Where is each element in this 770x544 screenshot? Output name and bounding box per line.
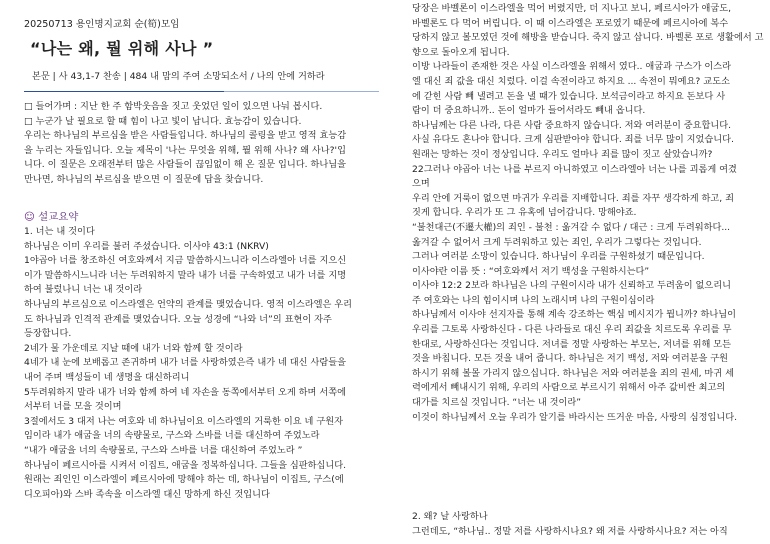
intro-line: 을 누리는 자들입니다. 오늘 제목이 '나는 무엇을 위해, 뭘 위해 사나? 왜 사나?'입 — [24, 144, 346, 156]
body-line: 하나님께서 이사야 선지자를 통해 계속 강조하는 핵심 메시지가 뭡니까? 하나님이 — [412, 309, 737, 321]
body-line: 하나님이 페르시아를 시켜서 이집트, 애굽을 정복하십니다. 그들을 심판하십니다. — [24, 459, 347, 471]
body-line: 주 여호와는 나의 힘이시며 나의 노래시며 나의 구원이심이라 — [412, 294, 655, 306]
body-line: 것을 바칩니다. 모든 것을 내어 줍니다. 하나님은 저기 백성, 저와 여러분을 구원 — [412, 353, 729, 365]
summary-title: 설교요약 — [38, 211, 79, 223]
intro-section — [24, 100, 346, 188]
body-line: 5두려워하지 말라 내가 너와 함께 하여 네 자손을 동쪽에서부터 오게 하며 서쪽에 — [24, 386, 346, 398]
body-line: 하여 불렀나니 너는 내 것이라 — [24, 284, 143, 296]
body-line: 도 하나님과 인격적 관계를 맺었습니다. 오늘 성경에 “나와 너”의 표현이 자주 — [24, 313, 332, 325]
intro-line: 만나면, 하나님의 부르심을 받으면 이 질문에 답을 찾습니다. — [24, 173, 264, 185]
body-line: 이사야 12:2 2보라 하나님은 나의 구원이시라 내가 신뢰하고 두려움이 없으리니 — [412, 280, 732, 292]
body-line: “불천대근(不遷大權)의 죄인 - 불천 : 옮겨갈 수 없다 / 대근 : 크게 두려워하다... — [412, 221, 731, 233]
body-line: 으며 — [412, 178, 430, 190]
body-line: 력에게서 빼내시기 위해, 우리의 사람으로 부르시기 위해서 아주 값비싼 최고의 — [412, 382, 726, 394]
body-line: 내어 주며 백성들이 네 생명을 대신하리니 — [24, 371, 190, 383]
scripture-and-hymn: 본문 | 사 43,1-7 찬송 | 484 내 맘의 주여 소망되소서 / 나의 안에 거하라 — [32, 71, 325, 82]
body-line: 2네가 물 가운데로 지날 때에 내가 너와 함께 할 것이라 — [24, 342, 243, 354]
right-body — [412, 2, 764, 425]
body-line: 대가를 치르실 것입니다. “너는 내 것이라” — [412, 397, 582, 409]
body-line: 당장은 바벨론이 이스라엘을 먹어 버렸지만, 더 지나고 보니, 페르시아가 애굽도, — [412, 3, 732, 14]
body-line: 등장합니다. — [24, 328, 72, 340]
body-line: 바벨론도 다 먹어 버립니다. 이 때 이스라엘은 포로였기 때문에 페르시아에 복수 — [412, 17, 729, 29]
body-line: 우리 안에 거룩이 없으면 마귀가 우리를 지배합니다. 죄를 자꾸 생각하게 하고, 죄 — [412, 192, 734, 204]
body-line: 1. 너는 내 것이다 — [24, 226, 95, 237]
body-line: 22그러나 야곱아 너는 나를 부르지 아니하였고 이스라엘아 너는 나를 괴롭게 여겼 — [412, 163, 737, 175]
smile-icon: ☺ — [24, 211, 35, 223]
body-line: 임이라 내가 애굽을 너의 속량물로, 구스와 스바를 너를 대신하여 주었노라 — [24, 430, 320, 442]
body-line: 그러나 여러분 소망이 있습니다. 하나님이 우리를 구원하셨기 때문입니다. — [412, 251, 705, 263]
body-line: 사실 유다도 혼나야 합니다. 크게 심판받아야 합니다. 죄를 너무 많이 지었습니다. — [412, 134, 734, 146]
title-divider-light — [224, 91, 379, 92]
body-line: 서부터 너를 모을 것이며 — [24, 401, 122, 413]
intro-line: □ 누군가 날 필요로 할 때 힘이 나고 빛이 납니다. 효능감이 있습니다. — [24, 115, 302, 127]
body-line: 향으로 돌아오게 됩니다. — [412, 46, 510, 58]
body-line: 원래는 망하는 것이 정상입니다. 우리도 얼마나 죄를 많이 짓고 살았습니까? — [412, 148, 713, 160]
body-line: 4네가 내 눈에 보배롭고 존귀하며 내가 너를 사랑하였은즉 내가 네 대신 사람들을 — [24, 357, 346, 369]
meeting-info: 20250713 용인명지교회 순(筍)모임 — [24, 19, 180, 30]
body-line: “내가 애굽을 너의 속량물로, 구스와 스바를 너를 대신하여 주었노라 ” — [24, 444, 303, 456]
intro-line: 니다. 이 질문은 오래전부터 많은 사람들이 끊임없이 해 온 질문 입니다. 하나님을 — [24, 159, 346, 171]
body-line: 에 갇힌 사람 빼 낼려고 돈을 낼 때가 있습니다. 보석금이라고 하지요 돈보다 사 — [412, 90, 726, 102]
body-line: 디오피아)와 스바 족속을 이스라엘 대신 망하게 하신 것입니다 — [24, 488, 270, 500]
body-line: 이사야란 이름 뜻 : “여호와께서 저기 백성을 구원하시는다” — [412, 265, 650, 277]
body-line: 하나님은 이미 우리를 불러 주셨습니다. 이사야 43:1 (NKRV) — [24, 240, 269, 252]
body-line: 그런데도, “하나님.. 정말 저를 사랑하시나요? 왜 저를 사랑하시나요? 저는 아직 — [412, 525, 728, 537]
sermon-title: “나는 왜, 뭘 위해 사나 ” — [30, 39, 214, 58]
body-line: 1야곱아 너를 창조하신 여호와께서 지금 말씀하시느니라 이스라엘아 너를 지으신 — [24, 255, 347, 267]
section-heading: 2. 왜? 날 사랑하나 — [412, 511, 488, 522]
body-line: 하나님께는 다른 나라, 다른 사람 중요하지 않습니다. 저와 여러분이 중요합니다. — [412, 119, 732, 131]
body-line: 당하지 않고 볼모였던 것에 해방을 받습니다. 죽지 않고 삽니다. 바벨론 포로 생활에서 고 — [412, 32, 764, 44]
body-line: 람이 더 중요하니까.. 돈이 얼마가 들어서라도 빼내 옵니다. — [412, 105, 646, 117]
body-line: 이방 나라들이 존재한 것은 사실 이스라엘을 위해서 였다.. 애굽과 구스가 이스라 — [412, 61, 732, 73]
body-line: 이가 말씀하시느니라 너는 두려워하지 말라 내가 너를 구속하였고 내가 너를 지명 — [24, 269, 347, 281]
body-line: 옮겨갈 수 없어서 크게 두려워하고 있는 죄인, 우리가 그렇다는 것입니다. — [412, 236, 702, 248]
body-line: 이것이 하나님께서 오늘 우리가 알기를 바라시는 뜨거운 마음, 사랑의 심정입니다. — [412, 411, 738, 423]
summary-body — [24, 225, 352, 502]
body-line: 3절에서도 3 대저 나는 여호와 네 하나님이요 이스라엘의 거룩한 이요 네 구원자 — [24, 415, 343, 427]
body-line: 우리를 그토록 사랑하신다 - 다른 나라들로 대신 우리 죄값을 치르도록 우리를 무 — [412, 324, 732, 336]
body-line: 원래는 죄인인 이스라엘이 페르시아에 망해야 하는 데, 하나님이 이집트, 구스(에 — [24, 474, 344, 486]
body-line: 짓게 합니다. 우리가 또 그 유혹에 넘어갑니다. 망해야죠. — [412, 207, 637, 219]
intro-line: 우리는 하나님의 부르심을 받은 사람들입니다. 하나님의 콜링을 받고 영적 효능감 — [24, 130, 347, 142]
summary-heading — [24, 210, 78, 225]
section-two — [412, 510, 728, 539]
body-line: 한대로, 사랑하신다는 것입니다. 저녀를 정말 사랑하는 부모는, 저녀를 위해 모든 — [412, 338, 732, 350]
intro-line: □ 들어가며 : 지난 한 주 함박웃음을 짓고 웃었던 일이 있으면 나눠 봅시다. — [24, 101, 323, 112]
title-divider — [24, 91, 224, 92]
body-line: 하나님의 부르심으로 이스라엘은 언약의 관계를 맺었습니다. 영적 이스라엘은 우리 — [24, 298, 353, 310]
body-line: 하시기 위해 볼몰 가리지 않으십니다. 하나님은 저와 여러분을 죄의 권세, 마귀 세 — [412, 367, 734, 379]
body-line: 엘 대신 죄 값을 대신 치렀다. 이걸 속전이라고 하지요 ... 속전이 뭐예요? 교도소 — [412, 75, 730, 87]
